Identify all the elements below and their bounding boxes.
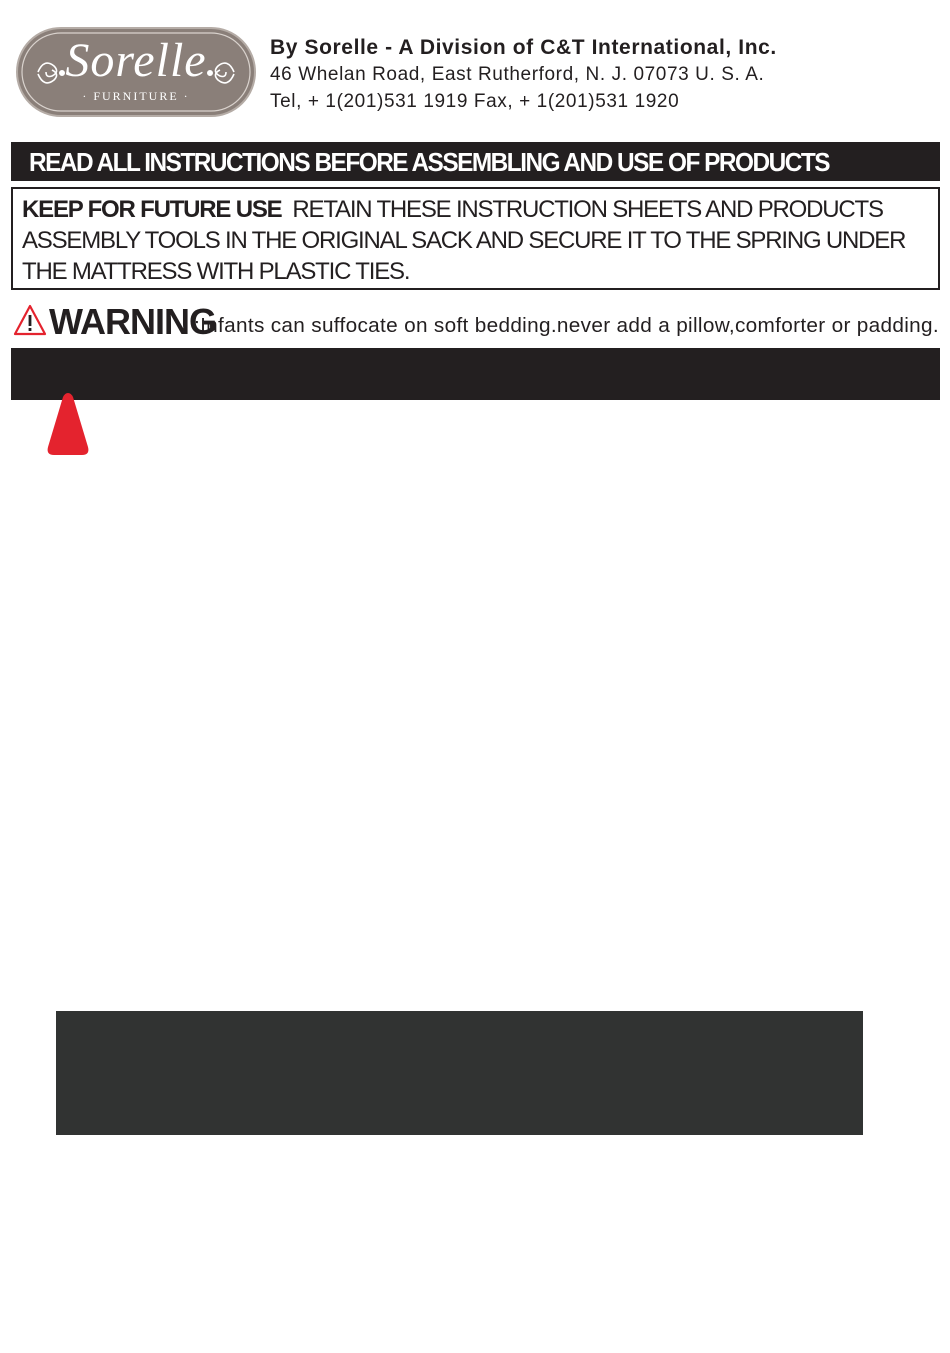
company-phone-fax: Tel, + 1(201)531 1919 Fax, + 1(201)531 1920 — [270, 91, 680, 112]
sorelle-logo — [16, 27, 256, 117]
keep-for-future-use-text: RETAIN THESE INSTRUCTION SHEETS AND PRODUCTS ASSEMBLY TOOLS IN THE ORIGINAL SACK AND SECURE IT TO THE SPRING UNDER THE MATTRESS WITH PLASTIC TIES. — [22, 196, 906, 285]
read-instructions-banner: READ ALL INSTRUCTIONS BEFORE ASSEMBLING AND USE OF PRODUCTS — [11, 142, 940, 181]
company-info — [270, 34, 940, 115]
company-name: By Sorelle - A Division of C&T International, Inc. — [270, 36, 777, 59]
logo-wordmark: Sorelle — [65, 34, 207, 87]
dark-content-panel — [56, 1011, 863, 1135]
keep-for-future-use-box — [11, 187, 940, 290]
warning-triangle-icon — [13, 304, 47, 341]
warning-label: WARNING — [49, 301, 216, 342]
keep-for-future-use-label: KEEP FOR FUTURE USE — [22, 196, 282, 223]
logo-subtitle: · FURNITURE · — [82, 89, 190, 103]
warning-text: :Infants can suffocate on soft bedding.never add a pillow,comforter or padding. — [194, 315, 939, 337]
suffocation-warning — [13, 302, 943, 344]
section-header-bar — [11, 348, 940, 400]
red-alert-triangle-icon — [45, 389, 91, 462]
company-address: 46 Whelan Road, East Rutherford, N. J. 07073 U. S. A. — [270, 64, 765, 85]
